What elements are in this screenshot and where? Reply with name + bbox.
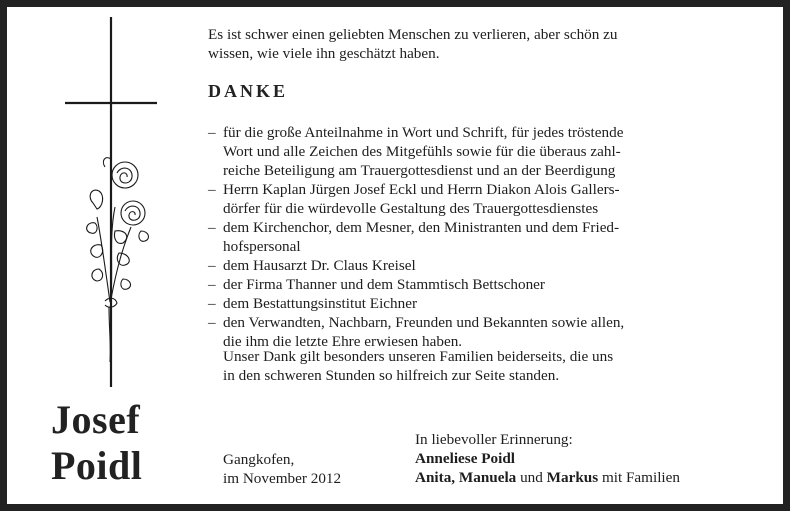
closing-text [223, 347, 768, 385]
list-item: – der Firma Thanner und dem Stammtisch Bettschoner [208, 276, 545, 293]
list-item: – Herrn Kaplan Jürgen Josef Eckl und Herrn Diakon Alois Gallers- dörfer für die würdevolle Gestaltung des Trauergottesdienstes [208, 181, 620, 217]
list-item: – für die große Anteilnahme in Wort und Schrift, für jedes tröstende Wort und alle Zeichen des Mitgefühls sowie für die überaus zahl- reiche Beteiligung am Trauergottesdienst und an der Beerdigung [208, 124, 624, 179]
mourner-name: Anneliese Poidl [415, 450, 515, 467]
remembrance-block [415, 430, 680, 487]
family-suffix: mit Familien [601, 469, 680, 486]
list-item: – dem Hausarzt Dr. Claus Kreisel [208, 257, 416, 274]
cross-icon [53, 17, 173, 387]
deceased-first-name: Josef [51, 397, 141, 442]
mourner-name: Manuela [458, 469, 517, 486]
place-date [223, 450, 341, 488]
roses-icon [87, 158, 149, 362]
mourner-name: Anita, [415, 469, 456, 486]
intro-line: Es ist schwer einen geliebten Menschen zu verlieren, aber schön zu [208, 26, 618, 43]
conjunction: und [520, 469, 543, 486]
list-item: – dem Kirchenchor, dem Mesner, den Ministranten und dem Fried- hofspersonal [208, 219, 620, 255]
list-item: – dem Bestattungsinstitut Eichner [208, 295, 418, 312]
intro-line: wissen, wie viele ihn geschätzt haben. [208, 45, 440, 62]
list-item: – den Verwandten, Nachbarn, Freunden und Bekannten sowie allen, die ihm die letzte Ehre erwiesen haben. [208, 314, 625, 350]
thanks-list [208, 123, 768, 351]
intro-text [208, 25, 768, 63]
closing-line: in den schweren Stunden so hilfreich zur Seite standen. [223, 367, 560, 384]
deceased-last-name: Poidl [51, 443, 143, 488]
mourner-family [415, 468, 680, 487]
mourner-name: Markus [546, 469, 599, 486]
date: im November 2012 [223, 470, 342, 487]
thanks-heading: DANKE [208, 81, 289, 101]
remembrance-heading: In liebevoller Erinnerung: [415, 431, 573, 448]
closing-line: Unser Dank gilt besonders unseren Familien beiderseits, die uns [223, 348, 614, 365]
place: Gangkofen, [223, 451, 295, 468]
